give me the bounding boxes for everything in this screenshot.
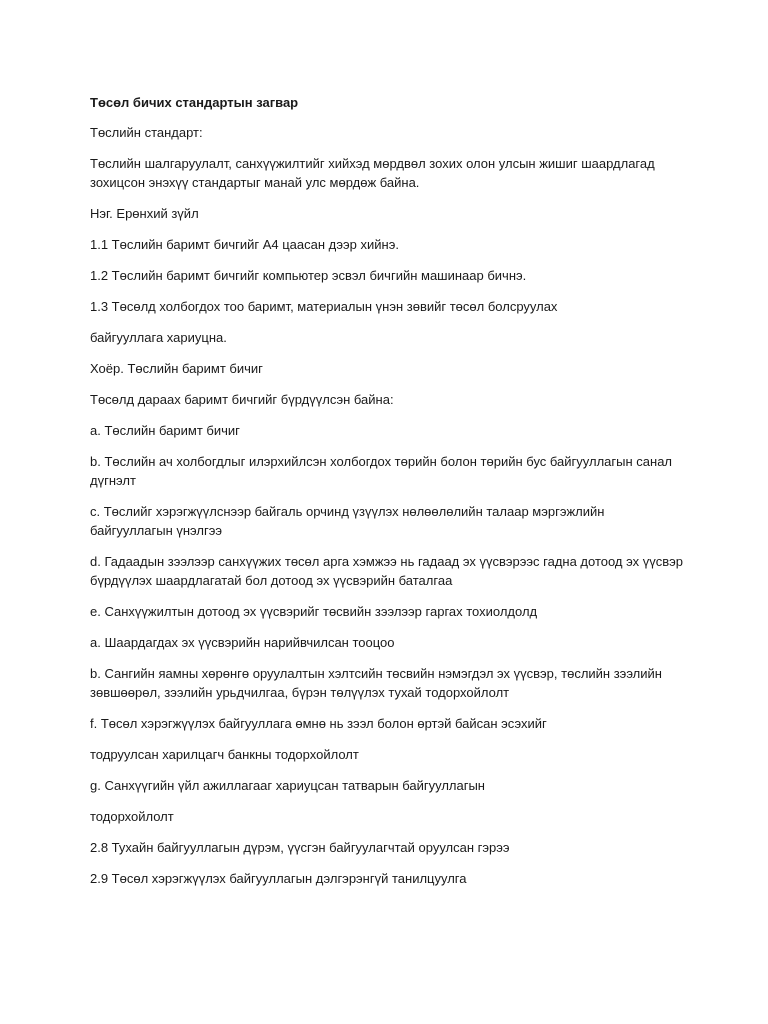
paragraph: 1.3 Төсөлд холбогдох тоо баримт, материалын үнэн зөвийг төсөл болсруулах xyxy=(90,299,558,314)
document-title: Төсөл бичих стандартын загвар xyxy=(90,95,299,110)
paragraph: Төсөлд дараах баримт бичгийг бүрдүүлсэн байна: xyxy=(90,392,394,407)
section-heading: Нэг. Ерөнхий зүйл xyxy=(90,206,199,221)
section-heading: Хоёр. Төслийн баримт бичиг xyxy=(90,361,263,376)
paragraph: Төслийн стандарт: xyxy=(90,125,203,140)
list-item: a. Шаардагдах эх үүсвэрийн нарийвчилсан тооцоо xyxy=(90,635,395,650)
paragraph: 1.1 Төслийн баримт бичгийг А4 цаасан дээр хийнэ. xyxy=(90,237,399,252)
document-page xyxy=(90,94,690,900)
list-item: c. Төслийг хэрэгжүүлснээр байгаль орчинд үзүүлэх нөлөөлөлийн талаар мэргэжлийн байгууллагын үнэлгээ xyxy=(90,504,605,538)
list-item: b. Сангийн яамны хөрөнгө оруулалтын хэлтсийн төсвийн нэмэгдэл эх үүсвэр, төслийн зээлийн зөвшөөрөл, зээлийн урьдчилгаа, бүрэн төлүүлэх тухай тодорхойлолт xyxy=(90,666,662,700)
paragraph: Төслийн шалгаруулалт, санхүүжилтийг хийхэд мөрдвөл зохих олон улсын жишиг шаардлагад зохицсон энэхүү стандартыг манай улс мөрдөж байна. xyxy=(90,156,655,190)
list-item: a. Төслийн баримт бичиг xyxy=(90,423,240,438)
list-item: f. Төсөл хэрэгжүүлэх байгууллага өмнө нь зээл болон өртэй байсан эсэхийг xyxy=(90,716,547,731)
paragraph: байгууллага хариуцна. xyxy=(90,330,227,345)
list-item: d. Гадаадын зээлээр санхүүжих төсөл арга хэмжээ нь гадаад эх үүсвэрээс гадна дотоод эх үүсвэр бүрдүүлэх шаардлагатай бол дотоод эх үүсвэрийн баталгаа xyxy=(90,554,683,588)
list-item: 2.9 Төсөл хэрэгжүүлэх байгууллагын дэлгэрэнгүй танилцуулга xyxy=(90,871,467,886)
list-item: g. Санхүүгийн үйл ажиллагааг хариуцсан татварын байгууллагын xyxy=(90,778,485,793)
list-item: b. Төслийн ач холбогдлыг илэрхийлсэн холбогдох төрийн болон төрийн бус байгууллагын санал дүгнэлт xyxy=(90,454,673,488)
list-item: 2.8 Тухайн байгууллагын дүрэм, үүсгэн байгуулагчтай оруулсан гэрээ xyxy=(90,840,510,855)
list-item: e. Санхүүжилтын дотоод эх үүсвэрийг төсвийн зээлээр гаргах тохиолдолд xyxy=(90,604,538,619)
paragraph: тодорхойлолт xyxy=(90,809,174,824)
paragraph: 1.2 Төслийн баримт бичгийг компьютер эсвэл бичгийн машинаар бичнэ. xyxy=(90,268,527,283)
paragraph: тодруулсан харилцагч банкны тодорхойлолт xyxy=(90,747,359,762)
